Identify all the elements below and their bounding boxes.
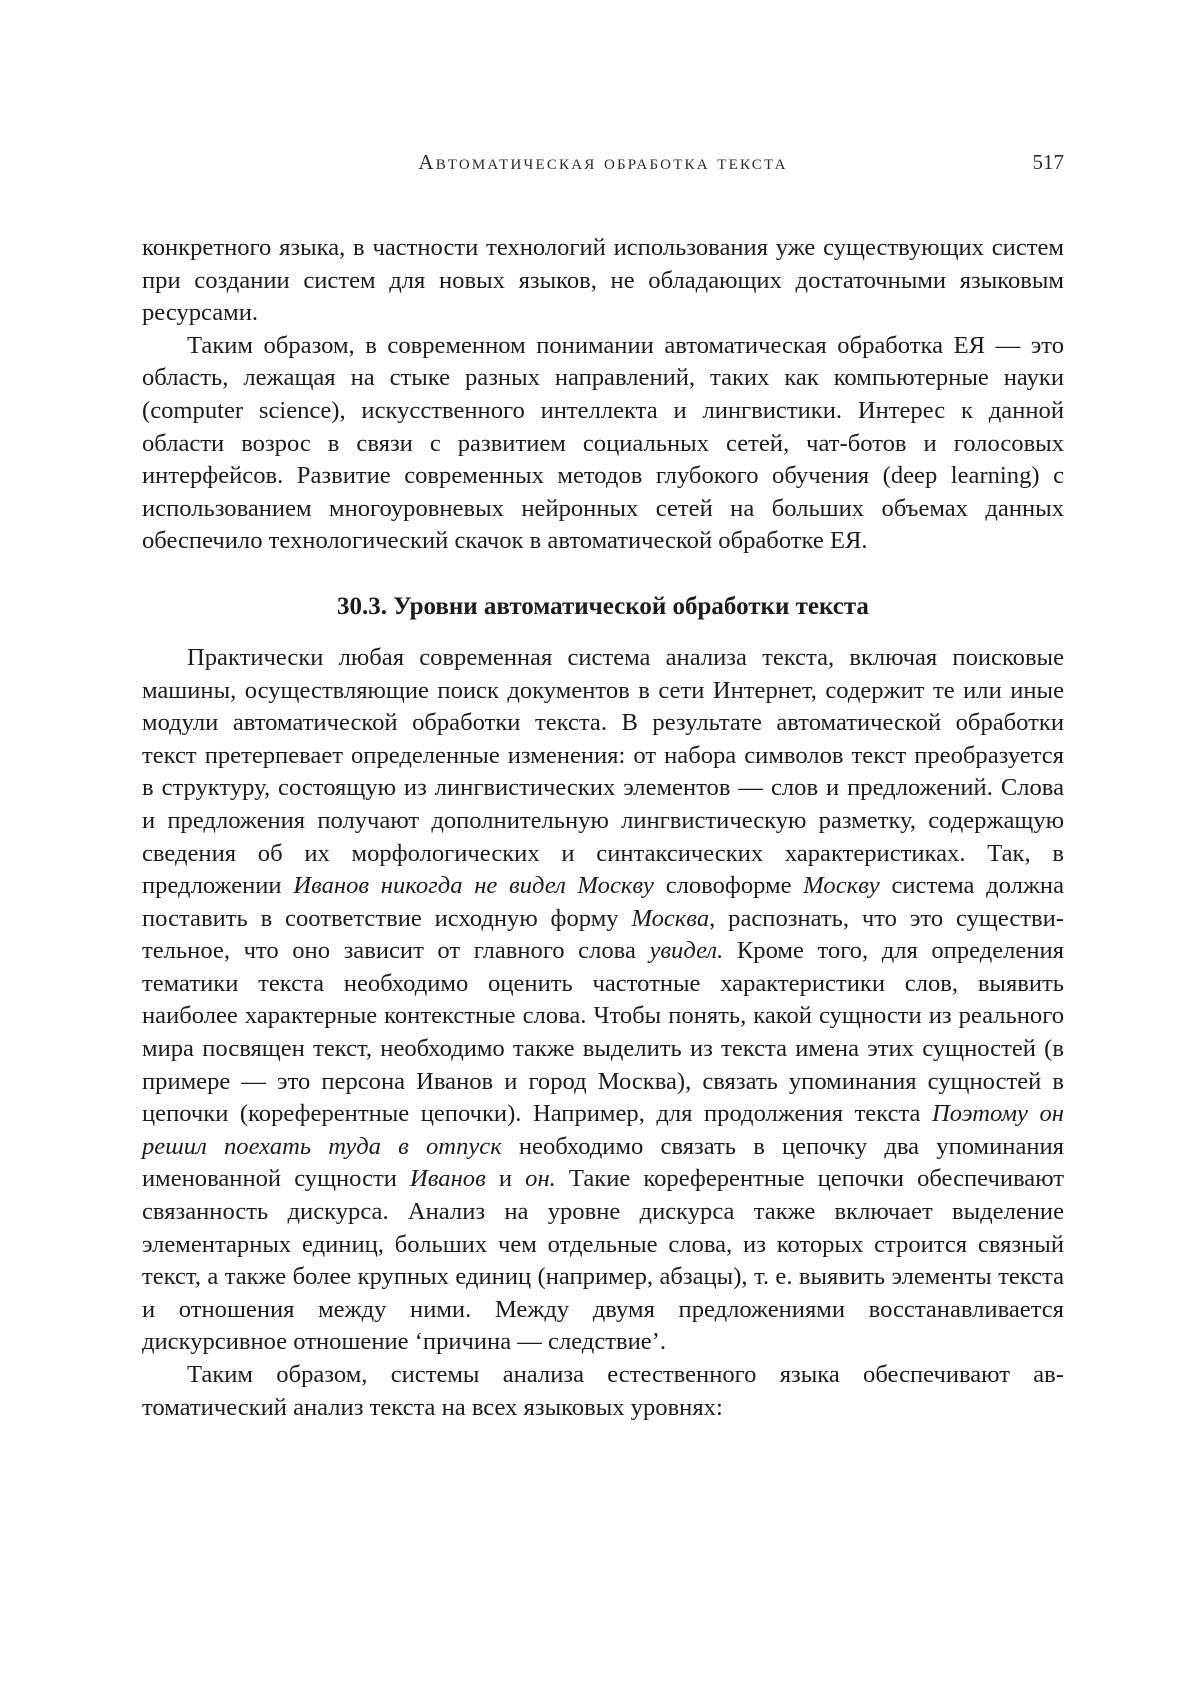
paragraph-text-run: Практически любая современная система анализа текста, включая поисковые машины, осуществляющие поиск документов в сети Интернет, содержит те или иные модули автоматической обработки текста. В результате автоматической обработки текст претерпевает определенные изменения: от набора символов текст преобразуется в структуру, состоящую из лингвистических элементов — слов и предложений. Слова и предложения получают дополнительную лингвистическую разметку, содержащую сведения об их морфологических и синтаксических характеристиках. Так, в предложении (142, 643, 1064, 900)
italic-example-text: Москва (631, 904, 710, 932)
italic-example-text: Москву (803, 872, 880, 900)
paragraph-text-run: и (485, 1165, 526, 1193)
paragraph-text-run: , распознать, что это существительное, что оно зависит от главного слова (142, 904, 1064, 965)
paragraph-p-summary (142, 330, 1064, 558)
italic-example-text: Поэтому он решил поехать туда в отпуск (142, 1100, 1064, 1160)
paragraph-text-run: система должна поставить в соответствие исходную форму (142, 872, 1064, 932)
italic-example-text: он. (525, 1165, 556, 1193)
running-head (142, 150, 1064, 180)
paragraph-p-conclusion (142, 1359, 1064, 1424)
section-spacer-top (142, 558, 1064, 590)
paragraph-text-run: необходимо связать в цепочку два упоминания именованной сущности (142, 1132, 1064, 1193)
running-title: Автоматическая обработка текста (418, 150, 788, 174)
body-text (142, 232, 1064, 1424)
italic-example-text: увидел. (649, 937, 724, 965)
paragraph-text-run: конкретного языка, в частности технологий использования уже существующих систем при создании систем для новых языков, не обладающих достаточными языковым ресурсами. (142, 234, 1064, 327)
section-spacer-bottom (142, 624, 1064, 642)
paragraphs-after (142, 642, 1064, 1424)
paragraph-text-run: словоформе (653, 872, 804, 900)
paragraph-p-continued (142, 232, 1064, 330)
italic-example-text: Иванов никогда не видел Москву (293, 872, 654, 900)
paragraph-text-run: Такие кореферентные цепочки обеспечивают связанность дискурса. Анализ на уровне дискурса также включает выделение элементарных единиц, больших чем отдельные слова, из которых строится связный текст, а также более крупных единиц (например, абзацы), т. е. выявить элементы текста и отношения между ними. Между двумя предложениями восстанавливается дискурсивное отношение ‘причина — следствие’. (142, 1165, 1064, 1356)
paragraph-p-levels (142, 642, 1064, 1359)
section-heading: 30.3. Уровни автоматической обработки текста (337, 592, 869, 620)
paragraph-text-run: Таким образом, системы анализа естественного языка обеспечивают автоматический анализ текста на всех языковых уровнях: (142, 1361, 1064, 1421)
italic-example-text: Иванов (410, 1165, 486, 1193)
paragraphs-before (142, 232, 1064, 558)
page-number: 517 (1032, 150, 1064, 174)
paragraph-text-run: Кроме того, для определения тематики текста необходимо оценить частотные характеристики слов, выявить наиболее характерные контекстные слова. Чтобы понять, какой сущности из реального мира посвящен текст, необходимо также выделить из текста имена этих сущностей (в примере — это персона Иванов и город Москва), связать упоминания сущностей в цепочки (кореферентные цепочки). Например, для продолжения текста (142, 937, 1064, 1128)
paragraph-text-run: Таким образом, в современном понимании автоматическая обработка ЕЯ — это область, лежащая на стыке разных направлений, таких как компьютерные науки (computer science), искусственного интеллекта и лингвистики. Интерес к данной области возрос в связи с развитием социальных сетей, чат-ботов и голосовых интерфейсов. Развитие современных методов глубокого обучения (deep learning) с использованием многоуровневых нейронных сетей на больших объемах данных обеспечило технологический скачок в автоматической обработке ЕЯ. (142, 331, 1064, 555)
